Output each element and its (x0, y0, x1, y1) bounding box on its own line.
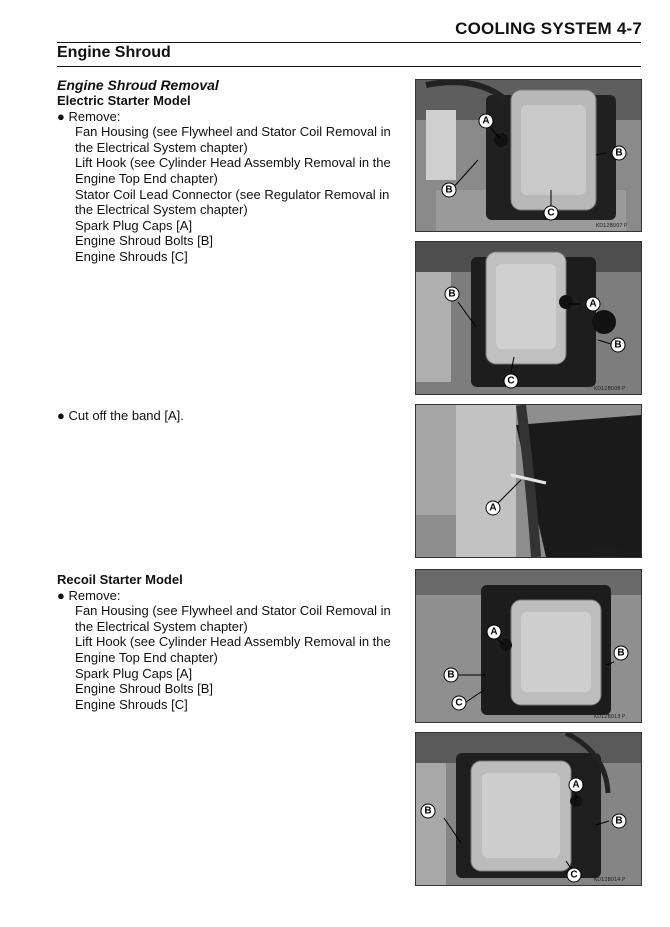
svg-text:B: B (447, 669, 455, 681)
bullet-icon: ● (57, 408, 65, 423)
svg-text:C: C (547, 207, 555, 219)
remove-step (57, 109, 405, 125)
svg-text:B: B (448, 288, 456, 300)
list-item: Lift Hook (see Cylinder Head Assembly Removal in the Engine Top End chapter) (75, 155, 391, 186)
svg-text:A: A (489, 502, 497, 514)
band-photo (415, 404, 642, 558)
svg-text:B: B (617, 647, 625, 659)
callout-a (586, 297, 600, 311)
list-item: Spark Plug Caps [A] (75, 217, 193, 233)
svg-text:B: B (614, 339, 622, 351)
photo-code: KD12B013 P (594, 714, 626, 720)
section-rule (57, 66, 641, 67)
engine-photo-1 (415, 79, 642, 232)
list-item: Engine Shrouds [C] (75, 248, 188, 264)
remove-list (75, 124, 405, 264)
list-item: Lift Hook (see Cylinder Head Assembly Removal in the Engine Top End chapter) (75, 634, 391, 665)
photo-code: KD12B008 P (594, 386, 626, 392)
list-item: Fan Housing (see Flywheel and Stator Coil Removal in the Electrical System chapter) (75, 603, 391, 634)
remove-step (57, 588, 405, 604)
callout-b (442, 183, 456, 197)
header-rule (57, 42, 641, 43)
remove-label: Remove: (68, 108, 121, 124)
list-item: Engine Shroud Bolts [B] (75, 681, 214, 697)
callout-b (611, 338, 625, 352)
callout-b (444, 668, 458, 682)
page-header: COOLING SYSTEM 4-7 (455, 19, 642, 38)
svg-text:C: C (455, 697, 463, 709)
list-item: Engine Shrouds [C] (75, 696, 188, 712)
recoil-model-heading: Recoil Starter Model (57, 572, 183, 587)
bullet-icon: ● (57, 587, 65, 603)
svg-text:B: B (615, 147, 623, 159)
callout-a (569, 778, 583, 792)
callout-b (612, 814, 626, 828)
list-item: Stator Coil Lead Connector (see Regulator Removal in the Electrical System chapter) (75, 186, 390, 218)
svg-text:A: A (490, 626, 498, 638)
remove-list (75, 603, 405, 712)
list-item: Engine Shroud Bolts [B] (75, 233, 214, 249)
electric-starter-block (57, 93, 405, 265)
photo-code: KD12B007 P (596, 223, 628, 229)
remove-label: Remove: (68, 587, 121, 603)
list-item: Fan Housing (see Flywheel and Stator Coil Removal in the Electrical System chapter) (75, 124, 391, 155)
callout-c (567, 868, 581, 882)
recoil-starter-block (57, 572, 405, 712)
bullet-icon: ● (57, 108, 65, 124)
engine-photo-4 (415, 569, 642, 723)
section-title: Engine Shroud (57, 44, 171, 61)
callout-a (479, 114, 493, 128)
callout-b (614, 646, 628, 660)
callout-b (612, 146, 626, 160)
photo-code: KD12B014 P (594, 877, 626, 883)
photo-code: KD12B012 P (594, 549, 626, 555)
svg-text:C: C (570, 869, 578, 881)
subsection-title: Engine Shroud Removal (57, 77, 219, 93)
callout-a (486, 501, 500, 515)
callout-c (544, 206, 558, 220)
callout-b (445, 287, 459, 301)
callout-c (452, 696, 466, 710)
svg-text:C: C (507, 375, 515, 387)
callout-b (421, 804, 435, 818)
list-item: Spark Plug Caps [A] (75, 665, 193, 681)
engine-photo-5 (415, 732, 642, 886)
engine-photo-2 (415, 241, 642, 395)
svg-text:B: B (615, 815, 623, 827)
svg-text:B: B (445, 184, 453, 196)
svg-text:A: A (572, 779, 580, 791)
svg-text:B: B (424, 805, 432, 817)
svg-text:A: A (482, 115, 490, 127)
callout-c (504, 374, 518, 388)
svg-text:A: A (589, 298, 597, 310)
cut-band-text: Cut off the band [A]. (68, 408, 184, 423)
cut-band-step (57, 408, 184, 424)
callout-a (487, 625, 501, 639)
electric-model-heading: Electric Starter Model (57, 93, 191, 108)
